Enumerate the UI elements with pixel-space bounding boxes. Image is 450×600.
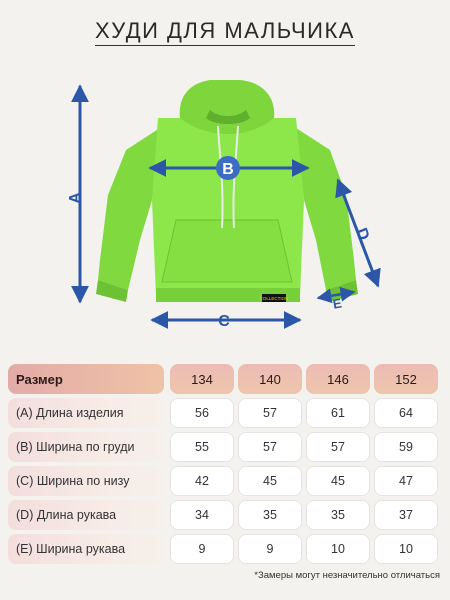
table-cell: 42 — [170, 466, 234, 496]
dimension-e-label: E — [331, 295, 343, 312]
dimension-c-label: C — [218, 313, 230, 330]
dimension-a-label: A — [67, 192, 84, 204]
table-cell: 57 — [238, 398, 302, 428]
row-label: (D) Длина рукава — [8, 500, 164, 530]
size-header-140: 140 — [238, 364, 302, 394]
dimension-d-label: D — [352, 225, 373, 243]
table-cell: 59 — [374, 432, 438, 462]
table-cell: 35 — [306, 500, 370, 530]
table-cell: 47 — [374, 466, 438, 496]
table-cell: 57 — [306, 432, 370, 462]
table-row — [8, 432, 448, 462]
row-label: (C) Ширина по низу — [8, 466, 164, 496]
table-cell: 45 — [306, 466, 370, 496]
table-cell: 55 — [170, 432, 234, 462]
table-cell: 57 — [238, 432, 302, 462]
table-cell: 10 — [306, 534, 370, 564]
table-cell: 10 — [374, 534, 438, 564]
table-row — [8, 500, 448, 530]
table-cell: 56 — [170, 398, 234, 428]
table-cell: 37 — [374, 500, 438, 530]
table-row — [8, 466, 448, 496]
size-header-146: 146 — [306, 364, 370, 394]
table-cell: 9 — [170, 534, 234, 564]
table-row — [8, 398, 448, 428]
row-label: (A) Длина изделия — [8, 398, 164, 428]
table-cell: 34 — [170, 500, 234, 530]
dimension-b-label: B — [222, 161, 234, 178]
svg-text:COLLECTION: COLLECTION — [259, 296, 289, 301]
table-header-row — [8, 364, 448, 394]
row-label: (E) Ширина рукава — [8, 534, 164, 564]
table-row — [8, 534, 448, 564]
table-cell: 45 — [238, 466, 302, 496]
hoodie-illustration — [96, 80, 358, 302]
row-label: (B) Ширина по груди — [8, 432, 164, 462]
size-header-152: 152 — [374, 364, 438, 394]
table-cell: 35 — [238, 500, 302, 530]
header-label: Размер — [8, 364, 164, 394]
table-cell: 64 — [374, 398, 438, 428]
table-cell: 61 — [306, 398, 370, 428]
footnote: *Замеры могут незначительно отличаться — [254, 570, 440, 581]
size-header-134: 134 — [170, 364, 234, 394]
table-cell: 9 — [238, 534, 302, 564]
page-title: ХУДИ ДЛЯ МАЛЬЧИКА — [0, 18, 450, 44]
